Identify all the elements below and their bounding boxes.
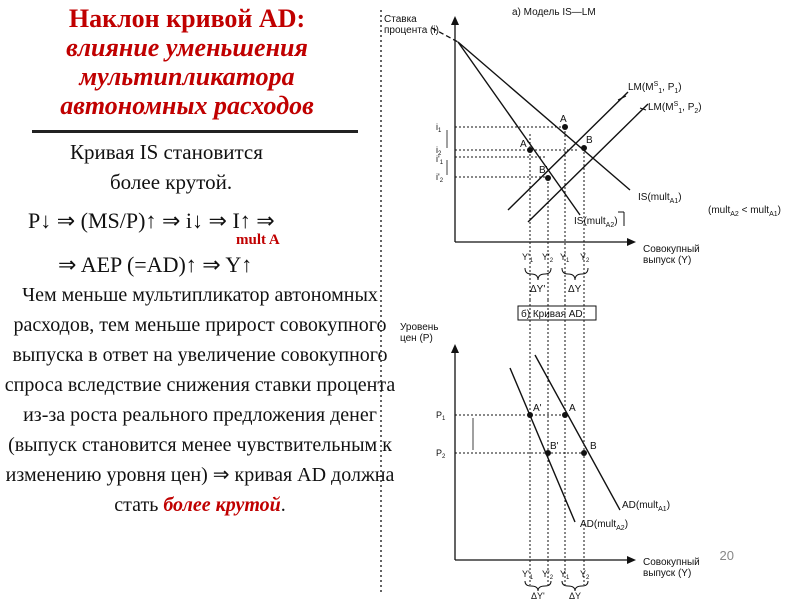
delta-y-bottom: ΔY [569,591,582,600]
multiplier-note: mult A [236,232,280,248]
is-a2-label: IS(mult$_{A2}$) [574,216,618,229]
label-a-bottom: A [569,403,576,414]
bottom-x-arrow-icon [627,556,636,564]
tick-i1-prime: $i'_1$ [436,154,444,166]
tick-y2-prime-top: $Y'_2$ [542,252,554,264]
delta-y-prime-top: ΔY' [530,284,546,295]
is-curve-a2 [458,42,580,215]
explanation-main: Чем меньше мультипликатор автономных расходов, тем меньше прирост совокупного выпуска в ответ на увеличение совокупного спроса вследствие снижения ставки процента из-за роста реального предложения денег (выпуск становится менее чувствительным к изменению уровня цен) ⇒ кривая AD должна стать [4,284,396,516]
lm-curve-p1 [508,92,628,210]
tick-y1-prime-bottom: $Y'_1$ [522,569,534,581]
delta-y-top: ΔY [568,284,582,295]
causal-chain-line-1: P↓ ⇒ (MS/P)↑ ⇒ i↓ ⇒ I↑ ⇒ [28,208,275,233]
brace-dy-prime-top [525,268,551,280]
bottom-x-axis-label: Совокупный выпуск (Y) [643,557,700,579]
explanation-end: . [280,494,286,516]
page-number: 20 [719,548,734,563]
ad-a2-label: AD(mult$_{A2}$) [580,519,629,532]
ad-a1-label: AD(mult$_{A1}$) [622,500,671,513]
label-a-prime-bottom: A' [533,403,542,414]
label-b-prime-top: B' [539,165,548,176]
top-x-axis-label: Совокупный выпуск (Y) [643,244,700,266]
top-y-arrow-icon [451,16,459,25]
tick-y1-top: $Y_1$ [560,252,570,264]
bottom-y-axis-label: Уровень цен (P) [400,322,439,344]
bottom-panel-title: б) Кривая AD [521,309,583,320]
tick-y2-prime-bottom: $Y'_2$ [542,569,554,581]
top-y-axis-label: Ставка процента (i) [384,14,439,36]
tick-p1: $P_1$ [436,410,446,422]
comparison-label: (mult$_{A2}$ < mult$_{A1}$) [708,205,781,218]
title-line-rest: влияние уменьшения мультипликатора автономных расходов [60,33,314,120]
title-line-1: Наклон кривой AD: [68,4,306,33]
tick-p2: $P_2$ [436,448,446,460]
lm-p1-label: $LM(M^S_1$, $P_1$) [628,81,682,95]
top-guide-lines [455,127,584,300]
tick-y2-top: $Y_2$ [580,252,590,264]
subtitle-line-1: Кривая IS становится [70,140,263,164]
brace-dy-prime-bottom [525,581,551,591]
top-panel-title: а) Модель IS—LM [512,7,596,18]
lm-p2-label: $LM(M^S_1$, $P_2$) [648,101,702,115]
subtitle-line-2: более крутой. [110,170,233,194]
tick-i1: $i_1$ [436,122,442,134]
tick-y1-bottom: $Y_1$ [560,569,570,581]
is-a1-label: IS(mult$_{A1}$) [638,192,682,205]
tick-i2-prime: $i'_2$ [436,172,444,184]
label-a-top: A [560,114,567,125]
explanation-emphasis: более крутой [163,494,281,516]
point-b-bottom [581,450,587,456]
top-x-arrow-icon [627,238,636,246]
tick-y1-prime-top: $Y'_1$ [522,252,534,264]
label-a-prime-top: A' [520,139,529,150]
tick-i2: $i_2$ [436,145,442,157]
bottom-y-arrow-icon [451,344,459,353]
label-b-top: B [586,135,593,146]
bottom-guide-lines [455,300,585,585]
lm-curve-p2 [528,104,648,222]
delta-y-prime-bottom: ΔY' [531,591,545,600]
label-b-bottom: B [590,441,597,452]
point-a-bottom [562,412,568,418]
causal-chain-line-2: ⇒ AEP (=AD)↑ ⇒ Y↑ [58,252,253,277]
label-b-prime-bottom: B' [550,441,559,452]
brace-dy-bottom [562,581,588,591]
tick-y2-bottom: $Y_2$ [580,569,590,581]
